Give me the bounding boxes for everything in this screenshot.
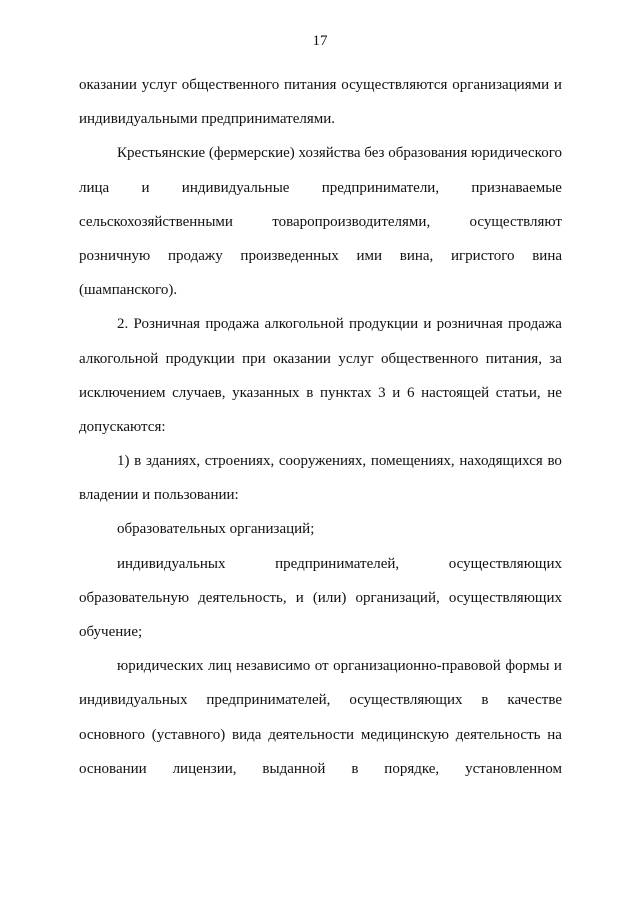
word: лица [79, 179, 110, 196]
document-body [79, 68, 562, 786]
word: продажа [205, 316, 260, 333]
word: и [392, 384, 401, 401]
word: вида [231, 726, 262, 743]
text-line [79, 512, 562, 546]
word: оказании [79, 77, 137, 93]
word: настоящей [421, 384, 490, 401]
word: допускаются: [79, 418, 166, 435]
word: признаваемые [471, 179, 562, 196]
word: общественного [181, 77, 280, 93]
word: вина [532, 247, 562, 264]
word: выданной [262, 760, 326, 777]
word: юридических [117, 658, 204, 675]
word: продукции [165, 350, 235, 367]
word: указанных [232, 384, 300, 401]
word: алкогольной [79, 350, 159, 367]
word: строениях, [204, 453, 275, 470]
word: индивидуальными предпринимателями. [79, 111, 336, 128]
word: юридического [471, 145, 562, 162]
word: установленном [465, 760, 562, 777]
word: и [141, 179, 150, 196]
word: 6 [406, 384, 415, 401]
word: услуг [141, 77, 177, 93]
word: статьи, [495, 384, 541, 401]
word: обучение; [79, 624, 143, 640]
word: лицензии, [172, 760, 237, 777]
word: владении и пользовании: [79, 487, 239, 504]
word: товаропроизводителями, [272, 213, 431, 230]
word: организационно-правовой [333, 658, 501, 675]
word: 2. [117, 316, 129, 333]
word: помещениях, [370, 453, 455, 470]
text-line [79, 171, 562, 205]
word: произведенных [240, 247, 339, 264]
text-line [79, 444, 562, 478]
word: пунктах [319, 384, 372, 401]
word: не [547, 384, 562, 401]
text-line [79, 478, 562, 512]
word: Крестьянские [117, 145, 206, 162]
word: независимо [236, 658, 311, 675]
word: индивидуальных [117, 555, 226, 572]
text-line [79, 683, 562, 717]
word: медицинскую [360, 726, 449, 743]
word: в [351, 760, 359, 777]
word: осуществляющих [349, 692, 463, 709]
word: при [242, 350, 266, 367]
word: осуществляющих [448, 589, 562, 606]
word: сооружениях, [278, 453, 367, 470]
word: предпринимателей, [275, 555, 400, 572]
word: в [134, 453, 142, 470]
text-line [79, 205, 562, 239]
text-line [79, 273, 562, 307]
word: образования [388, 145, 468, 162]
text-line [79, 307, 562, 341]
page-number: 17 [312, 33, 328, 49]
word: без [364, 145, 385, 162]
word: организациями [452, 77, 550, 93]
word: исключением [79, 384, 166, 401]
word: от [314, 658, 329, 675]
word: общественного [381, 350, 479, 367]
word: вина, [399, 247, 434, 264]
text-line [79, 547, 562, 581]
word: (или) [312, 589, 347, 606]
word: на [547, 726, 562, 743]
word: (уставного) [151, 726, 226, 743]
word: осуществляются [341, 77, 448, 93]
word: и [423, 316, 432, 333]
word: индивидуальных [79, 692, 188, 709]
word: лиц [207, 658, 232, 675]
word: 1) [117, 453, 130, 470]
word: деятельности [268, 726, 355, 743]
word: осуществляют [469, 213, 562, 230]
word: во [547, 453, 562, 470]
text-line [79, 410, 562, 444]
word: (шампанского). [79, 282, 178, 299]
word: оказании [273, 350, 331, 367]
word: Розничная [133, 316, 201, 333]
word: предпринимателей, [206, 692, 331, 709]
text-line [79, 581, 562, 615]
text-line [79, 136, 562, 170]
text-line [79, 68, 562, 102]
word: продукции [349, 316, 419, 333]
word: формы [505, 658, 550, 675]
text-line [79, 615, 562, 649]
word: в [481, 692, 489, 709]
word: продажу [167, 247, 223, 264]
text-line [79, 239, 562, 273]
text-line [79, 376, 562, 410]
word: организаций, [355, 589, 440, 606]
word: образовательную [79, 589, 190, 606]
word: находящихся [459, 453, 543, 470]
word: питания [284, 77, 337, 93]
text-line [79, 718, 562, 752]
word: и [553, 77, 562, 93]
word: за [549, 350, 562, 367]
word: розничная [436, 316, 503, 333]
word: осуществляющих [448, 555, 562, 572]
word: (фермерские) [208, 145, 295, 162]
word: хозяйства [298, 145, 361, 162]
word: ими [356, 247, 383, 264]
word: индивидуальные [181, 179, 290, 196]
word: деятельность, [198, 589, 287, 606]
text-line [79, 649, 562, 683]
word: и [553, 658, 562, 675]
word: продажа [508, 316, 562, 333]
word: сельскохозяйственными [79, 213, 233, 230]
word: случаев, [172, 384, 226, 401]
text-line [79, 342, 562, 376]
word: 3 [378, 384, 386, 401]
word: алкогольной [264, 316, 344, 333]
word: зданиях, [145, 453, 201, 470]
word: предприниматели, [321, 179, 440, 196]
word: в [306, 384, 314, 401]
word: порядке, [384, 760, 440, 777]
word: питания, [485, 350, 542, 367]
text-line [79, 102, 562, 136]
text-line [79, 752, 562, 786]
word: основного [79, 726, 145, 743]
word: услуг [338, 350, 374, 367]
word: розничную [79, 247, 151, 264]
word: игристого [450, 247, 515, 264]
word: качестве [507, 692, 562, 709]
word: и [295, 589, 304, 606]
word: основании [79, 760, 147, 777]
word: образовательных организаций; [117, 521, 315, 538]
word: деятельность [455, 726, 541, 743]
